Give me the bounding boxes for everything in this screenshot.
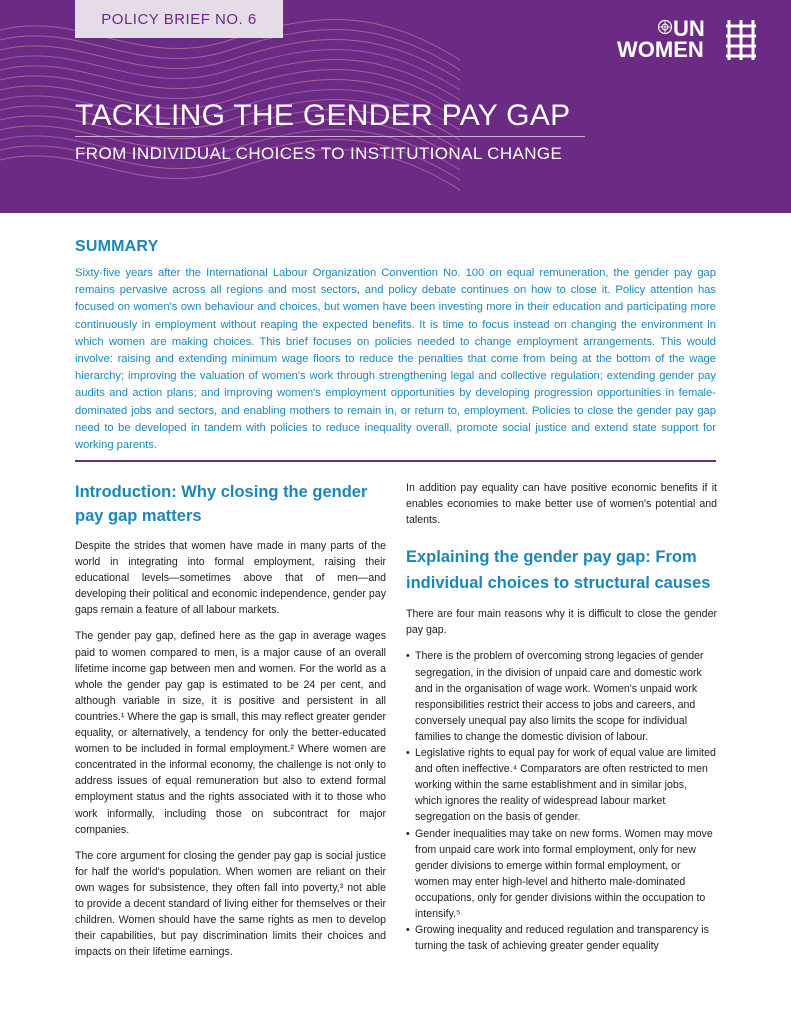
equality-ladder-icon <box>724 18 758 62</box>
right-column <box>406 480 717 954</box>
list-item: • Growing inequality and reduced regulation and transparency is turning the task of achieving greater gender equality <box>406 922 717 954</box>
page-subtitle: FROM INDIVIDUAL CHOICES TO INSTITUTIONAL CHANGE <box>75 144 563 163</box>
title-underline <box>75 136 585 137</box>
list-item: • There is the problem of overcoming strong legacies of gender segregation, in the division of unpaid care and domestic work and in the organisation of wage work. Women's unpaid work responsibilities restrict their access to jobs and careers, and conversely unequal pay also limits the scope for individual families to change the domestic division of labour. <box>406 648 717 745</box>
page-title: TACKLING THE GENDER PAY GAP <box>75 99 571 132</box>
summary-heading: SUMMARY <box>75 238 159 255</box>
un-emblem-icon <box>657 19 673 35</box>
summary-text: Sixty-five years after the International Labour Organization Convention No. 100 on equal remuneration, the gender pay gap remains pervasive across all regions and most sectors, and policy debate continues on how to close it. Policy attention has focused on women's own behaviour and choices, but women have been investing more in their education and participating more continuously in employment without reaping the expected benefits. It is time to focus instead on changing the environment in which women are making choices. This brief focuses on policies needed to change employment arrangements. This would involve: raising and extending minimum wage floors to reduce the penalties that come from being at the bottom of the wage hierarchy; improving the valuation of women's work through strengthening legal and collective regulation; extending gender pay audits and action plans; and improving women's employment opportunities by developing progression opportunities in female-dominated jobs and sectors, and enabling mothers to remain in, or return to, employment. Policies to close the gender pay gap need to be developed in tandem with policies to reduce inequality overall, promote social justice and extend state support for working parents. <box>75 267 716 452</box>
list-item: • Gender inequalities may take on new forms. Women may move from unpaid care work into formal employment, only for new gender divisions to emerge within formal employment, or women may enter high-level and hitherto male-dominated occupations, only for gender divisions within the occupation to intensify.⁵ <box>406 826 717 923</box>
policy-brief-label: POLICY BRIEF NO. 6 <box>75 0 283 38</box>
paragraph: In addition pay equality can have positive economic benefits if it enables economies to make better use of women's potential and talents. <box>406 482 717 527</box>
logo-text-women: WOMEN <box>617 37 704 62</box>
left-column <box>75 480 386 970</box>
introduction-heading: Introduction: Why closing the gender pay gap matters <box>75 483 368 525</box>
paragraph: Despite the strides that women have made in many parts of the world in integrating into formal employment, raising their educational levels—sometimes above that of men—and developing their political and economic independence, gender pay gaps remain a feature of all labour markets. <box>75 540 386 617</box>
paragraph: The core argument for closing the gender pay gap is social justice for half the world's population. When women are reliant on their own wages for subsistence, they often fall into poverty,³ not able to provide a decent standard of living either for themselves or their children. Women should have the same rights as men to develop their capabilities, but pay discrimination limits their choices and impacts on their lifetime earnings. <box>75 849 386 959</box>
logo-text-un: UN <box>673 16 705 41</box>
explaining-heading: Explaining the gender pay gap: From individual choices to structural causes <box>406 548 711 593</box>
reasons-list <box>406 648 717 954</box>
section-divider <box>75 460 716 462</box>
list-item: • Legislative rights to equal pay for work of equal value are limited and often ineffective.⁴ Comparators are often restricted to men working within the same establishment and in similar jobs, which ignores the reality of widespread labour market segregation on the basis of gender. <box>406 745 717 825</box>
un-women-logo <box>617 18 762 62</box>
paragraph: There are four main reasons why it is difficult to close the gender pay gap. <box>406 608 717 637</box>
paragraph: The gender pay gap, defined here as the gap in average wages paid to women compared to men, is a major cause of an overall lifetime income gap between men and women. For the world as a whole the gender pay gap is estimated to be 24 per cent, and although variable in size, it is positive and persistent in all countries.¹ Where the gap is small, this may reflect greater gender equality, or alternatively, a tendency for only the better-educated women to be included in formal employment.² Where women are concentrated in the informal economy, the challenge is not only to address issues of equal remuneration but also to extend formal employment status and the rights associated with it to those who work informally, including those on subcontract for major companies. <box>75 630 386 836</box>
header-banner <box>0 0 791 213</box>
